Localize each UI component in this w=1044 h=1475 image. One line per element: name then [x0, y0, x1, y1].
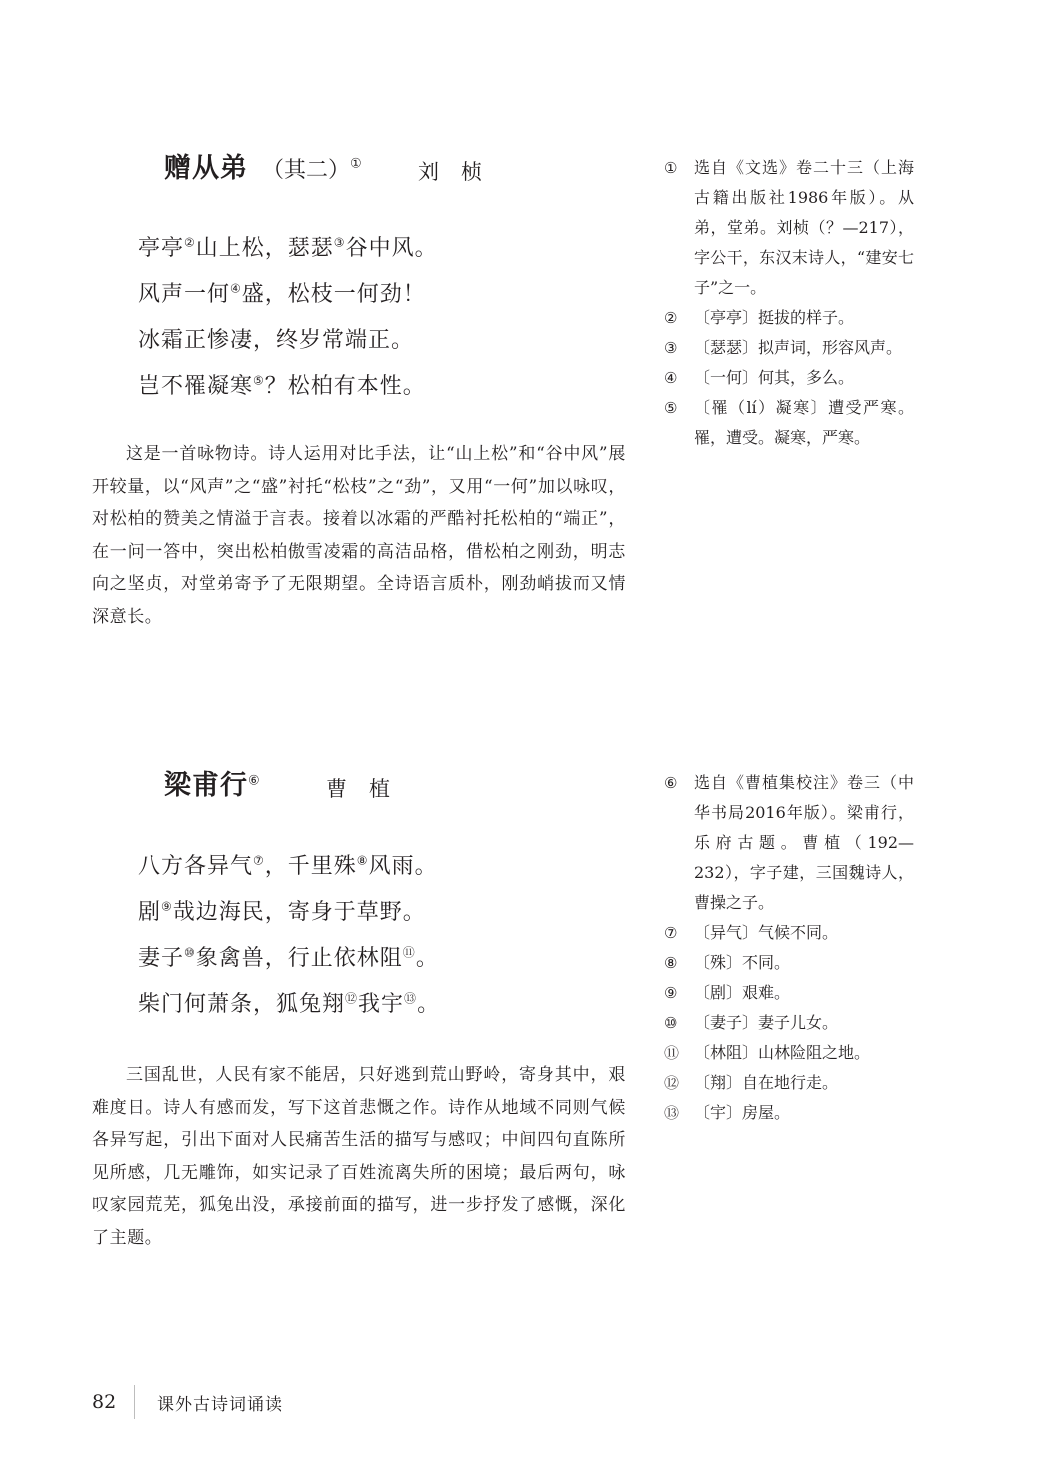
footnote-text: 〔翔〕自在地行走。	[694, 1073, 839, 1092]
poem-line	[138, 890, 440, 936]
poem-line-text: 妻子	[138, 946, 185, 971]
footnote	[664, 1038, 914, 1068]
note-ref: ⑨	[161, 899, 173, 914]
footnote-text: 选自《曹植集校注》卷三（中华书局2016年版）。梁甫行，乐府古题。曹植（192—232），字子建，三国魏诗人，曹操之子。	[694, 773, 914, 912]
footnote	[664, 1098, 914, 1128]
footnote-number: ⑪	[664, 1044, 680, 1062]
poem2-title-note-ref: ⑥	[248, 773, 260, 789]
poem-line-text: ？松柏有本性。	[264, 374, 426, 399]
footnote	[664, 1068, 914, 1098]
poem-line-text: 柴门何萧条，狐兔翔	[138, 992, 346, 1017]
poem-line-text: ，千里殊	[264, 854, 357, 879]
footnote-number: ⑩	[664, 1014, 678, 1032]
note-ref: ⑧	[356, 853, 369, 868]
note-ref: ②	[184, 235, 196, 250]
poem2-commentary: 三国乱世，人民有家不能居，只好逃到荒山野岭，寄身其中，艰难度日。诗人有感而发，写下这首悲慨之作。诗作从地域不同则气候各异写起，引出下面对人民痛苦生活的描写与感叹；中间四句直陈所见所感，几无雕饰，如实记录了百姓流离失所的困境；最后两句，咏叹家园荒芜，狐兔出没，承接前面的描写，进一步抒发了感慨，深化了主题。	[92, 1065, 626, 1248]
poem2-lines	[138, 844, 440, 1028]
poem-line-text: 风雨。	[368, 854, 438, 879]
poem2-title: 梁甫行	[164, 770, 248, 801]
poem-line-text: 哉边海民，寄身于草野。	[172, 900, 426, 925]
page-footer	[92, 1385, 283, 1419]
poem-line	[138, 318, 438, 364]
footnote	[664, 393, 914, 453]
note-ref: ⑫	[345, 991, 359, 1006]
poem1-lines	[138, 226, 438, 410]
page-number: 82	[92, 1391, 117, 1413]
poem-line	[138, 844, 440, 890]
footer-divider	[134, 1385, 135, 1419]
poem1-commentary: 这是一首咏物诗。诗人运用对比手法，让“山上松”和“谷中风”展开较量，以“风声”之“盛”衬托“松枝”之“劲”，又用“一何”加以咏叹，对松柏的赞美之情溢于言表。接着以冰霜的严酷衬托松柏的“端正”，在一问一答中，突出松柏傲雪凌霜的高洁品格，借松柏之刚劲，明志向之坚贞，对堂弟寄予了无限期望。全诗语言质朴，刚劲峭拔而又情深意长。	[92, 444, 626, 627]
note-ref: ④	[230, 281, 242, 296]
poem-line	[138, 936, 440, 982]
footnote-number: ③	[664, 339, 678, 357]
note-ref: ⑦	[253, 853, 265, 868]
note-ref: ⑤	[253, 373, 265, 388]
poem-line	[138, 364, 438, 410]
footnote-text: 〔林阻〕山林险阻之地。	[694, 1043, 871, 1062]
footnote-number: ②	[664, 309, 678, 327]
footnote	[664, 918, 914, 948]
footnote-text: 〔瑟瑟〕拟声词，形容风声。	[694, 338, 903, 357]
footnote	[664, 768, 914, 918]
footnote-number: ⑤	[664, 399, 678, 417]
footnote	[664, 978, 914, 1008]
poem1-header	[164, 154, 362, 186]
footnote-number: ⑦	[664, 924, 678, 942]
footnote-number: ⑧	[664, 954, 678, 972]
poem-line-text: 亭亭	[138, 236, 185, 261]
poem-line	[138, 226, 438, 272]
book-section-title: 课外古诗词诵读	[157, 1394, 283, 1415]
poem-line-text: 谷中风。	[345, 236, 438, 261]
poem-line-text: 八方各异气	[138, 854, 254, 879]
footnote-text: 〔妻子〕妻子儿女。	[694, 1013, 839, 1032]
poem2-notes	[664, 768, 914, 1128]
footnote-number: ⑬	[664, 1104, 680, 1122]
poem-line-text: 冰霜正惨凄，终岁常端正。	[138, 328, 415, 353]
footnote-text: 选自《文选》卷二十三（上海古籍出版社1986年版）。从弟，堂弟。刘桢（？—217），字公干，东汉末诗人，“建安七子”之一。	[694, 158, 914, 297]
footnote-number: ①	[664, 159, 678, 177]
poem1-author: 刘桢	[418, 160, 504, 184]
poem-line-text: 我宇	[358, 992, 405, 1017]
poem-line	[138, 982, 440, 1028]
poem-line-text: 剧	[138, 900, 162, 925]
footnote	[664, 363, 914, 393]
poem2-author: 曹植	[326, 777, 412, 801]
poem-line-text: 风声一何	[138, 282, 231, 307]
poem1-subtitle: （其二）	[262, 158, 351, 183]
footnote-number: ⑫	[664, 1074, 680, 1092]
footnote-text: 〔剧〕艰难。	[694, 983, 791, 1002]
footnote-text: 〔殊〕不同。	[694, 953, 791, 972]
poem-line-text: 。	[415, 946, 439, 971]
footnote	[664, 153, 914, 303]
footnote-text: 〔宇〕房屋。	[694, 1103, 791, 1122]
poem1-notes	[664, 153, 914, 453]
footnote	[664, 333, 914, 363]
footnote-text: 〔一何〕何其，多么。	[694, 368, 855, 387]
poem-line-text: 盛，松枝一何劲！	[241, 282, 426, 307]
poem-line	[138, 272, 438, 318]
footnote-number: ⑥	[664, 774, 678, 792]
poem-line-text: 山上松，瑟瑟	[195, 236, 334, 261]
note-ref: ⑪	[402, 945, 416, 960]
poem-line-text: 岂不罹凝寒	[138, 374, 254, 399]
footnote-text: 〔亭亭〕挺拔的样子。	[694, 308, 855, 327]
note-ref: ⑬	[404, 991, 418, 1006]
poem1-title: 赠从弟	[164, 153, 248, 184]
poem-line-text: 象禽兽，行止依林阻	[195, 946, 403, 971]
footnote-text: 〔罹（lí）凝寒〕遭受严寒。罹，遭受。凝寒，严寒。	[694, 398, 914, 447]
footnote-number: ⑨	[664, 984, 678, 1002]
poem1-title-note-ref: ①	[350, 156, 362, 172]
footnote-text: 〔异气〕气候不同。	[694, 923, 839, 942]
note-ref: ③	[333, 235, 346, 250]
footnote	[664, 1008, 914, 1038]
footnote-number: ④	[664, 369, 678, 387]
poem-line-text: 。	[417, 992, 441, 1017]
footnote	[664, 303, 914, 333]
footnote	[664, 948, 914, 978]
note-ref: ⑩	[184, 945, 196, 960]
poem2-header	[164, 771, 260, 801]
